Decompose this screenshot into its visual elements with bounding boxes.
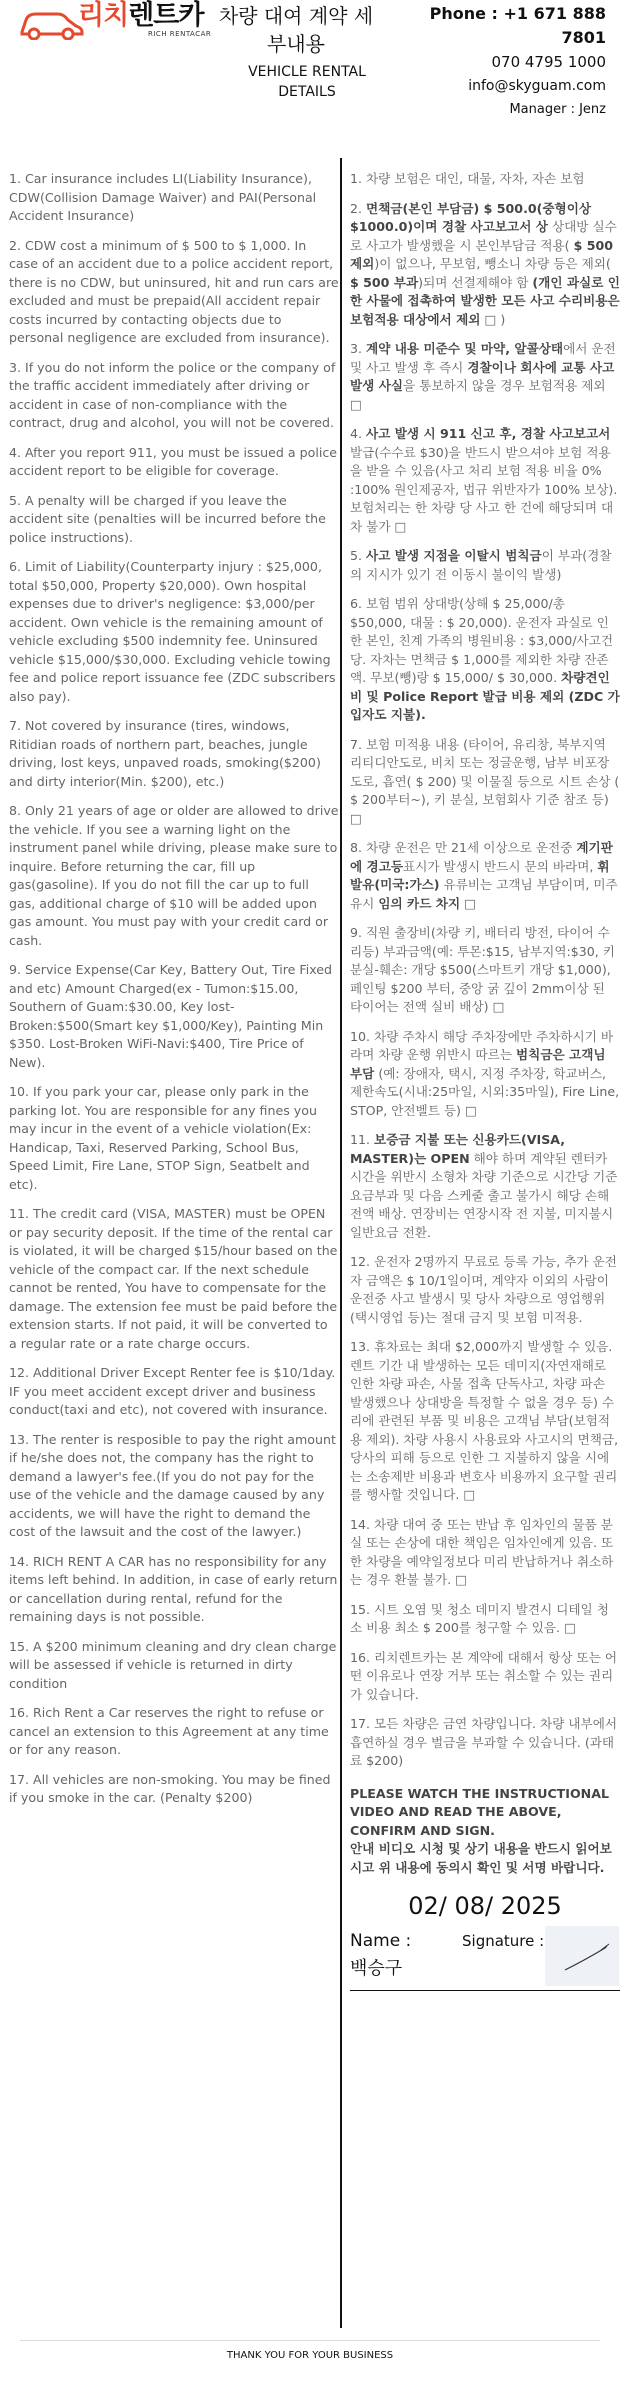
name-label: Name : xyxy=(350,1930,412,1951)
term-ko: 13. 휴차료는 최대 $2,000까지 발생할 수 있음. 렌트 기간 내 발생하는 모든 데미지(자연재해로 인한 차량 파손, 사물 접촉 단독사고, 차량 파손 발생했으나 상대방을 특정할 수 없을 경우 등) 수리에 관련된 부품 및 비용은 고객님 부담(보험적용 제외). 차량 사용시 사용료와 사고시의 면책금, 당사의 피해 등으로 인한 그 지불하지 않을 시에는 소송제반 비용과 변호사 비용까지 요구할 권리를 행사할 것입니다. □ xyxy=(350,1339,619,1502)
footer-divider xyxy=(20,2340,600,2341)
footer-text: THANK YOU FOR YOUR BUSINESS xyxy=(226,2350,394,2361)
term-ko: 6. 보험 범위 상대방(상해 $ 25,000/총 $50,000, 대물 : $ 20,000). 운전자 과실로 인한 본인, 친계 가족의 병원비용 : $3,000/사고건당. 자차는 면책금 $ 1,000를 제외한 차량 잔존액. 무보(뺑)랑 $ 15,000/ $ 30,000. 차량견인비 및 Police Report 발급 비용 제외 (ZDC 가입자도 지불). xyxy=(350,596,620,722)
phone-number-2: 070 4795 1000 xyxy=(491,53,606,71)
term-ko: 15. 시트 오염 및 청소 데미지 발견시 디테일 청소 비용 최소 $ 200를 청구할 수 있음. □ xyxy=(350,1601,609,1635)
korean-terms-column xyxy=(350,170,620,2002)
term-ko: 17. 모든 차량은 금연 차량입니다. 차량 내부에서 흡연하실 경우 벌금을 부과할 수 있습니다. (과태료 $200) xyxy=(350,1716,618,1768)
term-en: 5. A penalty will be charged if you leave the accident site (penalties will be incurred before the police instructions). xyxy=(9,492,326,545)
car-logo-icon xyxy=(18,6,84,40)
signature-line xyxy=(350,1990,620,1991)
term-ko: 10. 차량 주차시 해당 주차장에만 주차하시기 바라며 차량 운행 위반시 따르는 범칙금은 고객님 부담 (예: 장애자, 택시, 지정 주차장, 학교버스, 제한속도(시내:25마일, 시외:35마일), Fire Line, STOP, 안전벨트 등) □ xyxy=(350,1028,620,1118)
company-logo xyxy=(8,2,218,46)
logo-english-text: RICH RENTACAR xyxy=(148,30,212,38)
term-ko: 12. 운전자 2명까지 무료로 등록 가능, 추가 운전자 금액은 $ 10/1일이며, 계약자 이외의 사람이 운전중 사고 발생시 및 당사 차량으로 영업행위(택시영업 등)는 절대 금지 및 보험 미적용. xyxy=(350,1254,617,1325)
term-ko: 11. 보증금 지불 또는 신용카드(VISA, MASTER)는 OPEN 해야 하며 계약된 렌터카 시간을 위반시 소형차 차량 기준으로 시간당 기준요금부과 및 다음 스케줄 출고 불가시 해당 손해 전액 배상. 연장비는 연장시작 전 지불, 미지불시 일반요금 전환. xyxy=(350,1132,618,1240)
term-ko: 7. 보험 미적용 내용 (타이어, 유리창, 북부지역 리티디안도로, 비치 또는 정글운행, 남부 비포장도로, 흡연( $ 200) 및 이물질 등으로 시트 손상 ( $ 200부터~), 키 분실, 보험회사 기준 참조 등) □ xyxy=(350,736,620,826)
term-ko: 4. 사고 발생 시 911 신고 후, 경찰 사고보고서 발급(수수료 $30)을 반드시 받으셔야 보험 적용을 받을 수 있음(사고 처리 보험 적용 비율 0% :100% 원인제공자, 법규 위반자가 100% 보상). 보험처리는 한 차량 당 사고 한 건에 해당되며 대차 불가 □ xyxy=(350,426,618,534)
signature-scribble-icon xyxy=(545,1926,619,1986)
term-en: 4. After you report 911, you must be issued a police accident report to be eligible for coverage. xyxy=(9,444,337,478)
contract-date: 02/ 08/ 2025 xyxy=(408,1892,562,1920)
term-ko: 8. 차량 운전은 만 21세 이상으로 운전중 계기판에 경고등표시가 발생시 반드시 문의 바라며, 휘발유(미국:가스) 유류비는 고객님 부담이며, 미주유시 임의 카드 차지 □ xyxy=(350,840,618,911)
manager: Manager : Jenz xyxy=(509,102,606,117)
signature-block xyxy=(350,1932,620,2002)
term-en: 15. A $200 minimum cleaning and dry clean charge will be assessed if vehicle is returned in dirty condition xyxy=(9,1638,337,1691)
logo-black-text: 렌트카 xyxy=(128,0,204,31)
term-en: 12. Additional Driver Except Renter fee is $10/1day. IF you meet accident except driver and business conduct(taxi and etc), not covered with insurance. xyxy=(9,1365,336,1417)
term-en: 17. All vehicles are non-smoking. You may be fined if you smoke in the car. (Penalty $200) xyxy=(9,1771,331,1805)
term-en: 13. The renter is resposible to pay the right amount if he/she does not, the company has the right to demand a lawyer's fee.(If you do not pay for the use of the vehicle and the damage caused by any accidents, we will have the right to demand the cost of the lawsuit and the cost of the lawyer.) xyxy=(9,1431,336,1539)
term-en: 7. Not covered by insurance (tires, windows, Ritidian roads of northern part, beaches, jungle driving, lost keys, unpaved roads, smoking($200) and dirty interior(Min. $200), etc.) xyxy=(9,718,321,789)
watch-instruction-ko: 안내 비디오 시청 및 상기 내용을 반드시 읽어보시고 위 내용에 동의시 확인 및 서명 바랍니다. xyxy=(350,1841,612,1875)
email: info@skyguam.com xyxy=(468,78,606,94)
term-ko: 2. 면책금(본인 부담금) $ 500.0(중형이상 $1000.0)이며 경찰 사고보고서 상 상대방 실수로 사고가 발생했을 시 본인부담금 적용( $ 500제외)이 없으나, 무보험, 뺑소니 차량 등은 제외( $ 500 부과)되며 선결제해야 함 (개인 과실로 인한 사물에 접촉하여 발생한 모든 사고 수리비용은 보험적용 대상에서 제외 □ ) xyxy=(350,200,620,327)
phone-number: Phone : +1 671 888 7801 xyxy=(429,4,606,47)
term-ko: 14. 차량 대여 중 또는 반납 후 임차인의 물품 분실 또는 손상에 대한 책임은 임차인에게 있음. 또한 차량을 예약일정보다 미리 반납하거나 취소하는 경우 환불 불가. □ xyxy=(350,1516,614,1587)
term-en: 3. If you do not inform the police or the company of the traffic accident immediately after driving or accident in case of non-compliance with the contract, drug and alcohol, you will not be covered. xyxy=(9,359,336,430)
term-en: 11. The credit card (VISA, MASTER) must be OPEN or pay security deposit. If the time of the rental car is violated, it will be charged $15/hour based on the vehicle of the compact car. If the next schedule cannot be rented, You have to compensate for the damage. The extension fee must be paid before the extension starts. If not paid, it will be converted to a regular rate or a rate charge occurs. xyxy=(9,1206,338,1351)
watch-instruction-en: PLEASE WATCH THE INSTRUCTIONAL VIDEO AND READ THE ABOVE, CONFIRM AND SIGN. xyxy=(350,1785,609,1838)
term-en: 9. Service Expense(Car Key, Battery Out, Tire Fixed and etc) Amount Charged(ex - Tumon:$15.00, Southern of Guam:$30.00, Key lost-Broken:$500(Smart key $1,000/Key), Painting Min $350. Lost-Broken WiFi-Navi:$400, Tire Price of New). xyxy=(9,962,332,1070)
name-value: 백승구 xyxy=(350,1957,403,1979)
term-en: 10. If you park your car, please only park in the parking lot. You are responsible for any fines you may incur in the event of a vehicle violation(Ex: Handicap, Taxi, Reserved Parking, School Bus, Speed Limit, Fire Lane, STOP Sign, Seatbelt and etc). xyxy=(9,1084,317,1192)
title-korean: 차량 대여 계약 세부내용 xyxy=(218,4,374,56)
term-en: 2. CDW cost a minimum of $ 500 to $ 1,000. In case of an accident due to a police accident report, there is no CDW, but uninsured, hit and run cars are excluded and must be prepaid(All accident repair costs incurred by contacting objects due to personal negligence are excluded from insurance). xyxy=(9,237,339,345)
term-ko: 1. 차량 보험은 대인, 대물, 자차, 자손 보험 xyxy=(350,171,585,186)
signature-field[interactable] xyxy=(545,1926,619,1986)
english-terms-column xyxy=(9,170,339,1819)
term-ko: 3. 계약 내용 미준수 및 마약, 알콜상태에서 운전 및 사고 발생 후 즉시 경찰이나 회사에 교통 사고 발생 사실을 통보하지 않을 경우 보험적용 제외 □ xyxy=(350,341,616,412)
logo-red-text: 리치 xyxy=(78,0,129,31)
contact-info xyxy=(406,2,606,122)
column-divider xyxy=(340,158,342,2328)
title-english: VEHICLE RENTAL DETAILS xyxy=(248,64,366,100)
term-ko: 5. 사고 발생 지점을 이탈시 범칙금이 부과(경찰의 지시가 있기 전 이동시 불이익 발생) xyxy=(350,548,612,582)
term-ko: 9. 직원 출장비(차량 키, 배터리 방전, 타이어 수리등) 부과금액(예: 투몬:$15, 남부지역:$30, 키분실-훼손: 개당 $500(스마트키 개당 $1,000), 페인팅 $200 부터, 중앙 굵 깊이 2mm이상 된 타이어는 전액 실비 배상) □ xyxy=(350,925,615,1014)
signature-label: Signature : xyxy=(462,1931,545,1950)
term-en: 1. Car insurance includes LI(Liability Insurance), CDW(Collision Damage Waiver) and PAI(Personal Accident Insurance) xyxy=(9,171,317,223)
term-ko: 16. 리치렌트카는 본 계약에 대해서 항상 또는 어떤 이유로나 연장 거부 또는 취소할 수 있는 권리가 있습니다. xyxy=(350,1649,618,1702)
term-en: 16. Rich Rent a Car reserves the right to refuse or cancel an extension to this Agreement at any time or for any reason. xyxy=(9,1705,329,1757)
term-en: 14. RICH RENT A CAR has no responsibility for any items left behind. In addition, in case of early return or cancellation during rental, refund for the remaining days is not possible. xyxy=(9,1553,338,1624)
term-en: 8. Only 21 years of age or older are allowed to drive the vehicle. If you see a warning light on the instrument panel while driving, please make sure to inquire. Before returning the car, fill up gas(gasoline). If you do not fill the car up to full gas, additional charge of $10 will be added upon gas amount. You must pay with your credit card or cash. xyxy=(9,803,339,948)
header xyxy=(0,0,620,117)
term-en: 6. Limit of Liability(Counterparty injury : $25,000, total $50,000, Property $20,000). Own hospital expenses due to driver's negligence: $3,000/per accident. Own vehicle is the remaining amount of vehicle excluding $500 indemnity fee. Uninsured vehicle $15,000/$30,000. Excluding vehicle towing fee and police report issuance fee (ZDC subscribers also pay). xyxy=(9,559,336,704)
